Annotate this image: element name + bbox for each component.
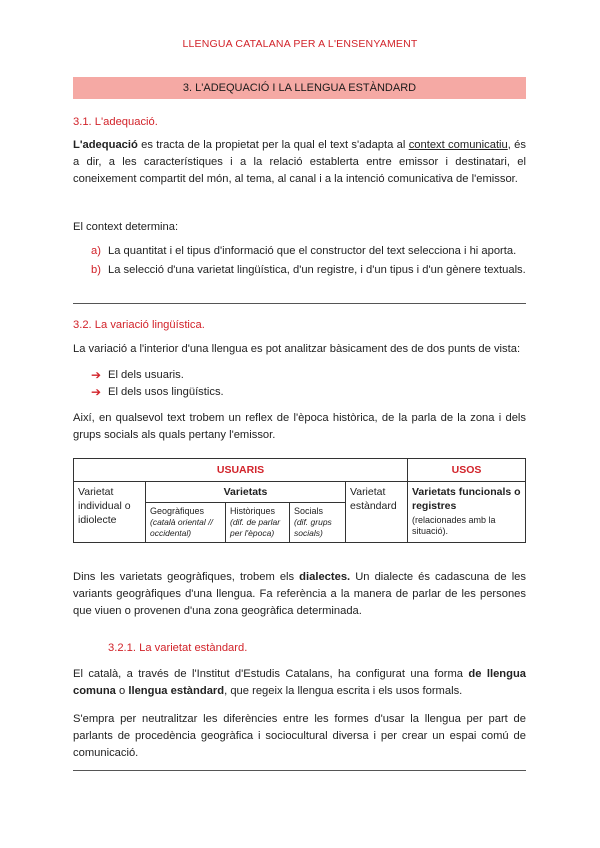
divider bbox=[73, 303, 526, 304]
context-comunicatiu-term: context comunicatiu bbox=[408, 139, 508, 151]
arrow-icon: ➔ bbox=[91, 385, 102, 399]
varietats-table bbox=[73, 458, 526, 543]
idiolecte-cell: Varietat individual o idiolecte bbox=[74, 482, 146, 543]
usos-header: USOS bbox=[408, 459, 526, 482]
heading-3-1: 3.1. L'adequació. bbox=[73, 116, 158, 128]
estandard-cell: Varietat estàndard bbox=[346, 482, 408, 543]
funcionals-cell: Varietats funcionals o registres (relacionades amb la situació). bbox=[408, 482, 526, 543]
reflex-paragraph: Així, en qualsevol text trobem un reflex de l'època històrica, de la parla de la zona i dels grups socials als quals pertany l'emissor. bbox=[73, 412, 526, 441]
term-dialectes: dialectes. bbox=[299, 571, 351, 583]
term-adequacio: L'adequació bbox=[73, 139, 138, 151]
geografiques-cell: Geogràfiques (català oriental // occidental) bbox=[146, 503, 226, 543]
heading-3-2: 3.2. La variació lingüística. bbox=[73, 319, 205, 331]
context-intro: El context determina: bbox=[73, 221, 179, 233]
arrow-icon: ➔ bbox=[91, 368, 102, 382]
page-header: LLENGUA CATALANA PER A L'ENSENYAMENT bbox=[182, 38, 418, 50]
variacio-intro: La variació a l'interior d'una llengua es pot analitzar bàsicament des de dos punts de vista: bbox=[73, 343, 521, 355]
dialectes-paragraph: Dins les varietats geogràfiques, trobem els dialectes. Un dialecte és cadascuna de les variants geogràfiques d'una llengua. Fa referència a la manera de parlar de les persones que viuen o provenen d'una zona geogràfica determinada. bbox=[73, 571, 526, 617]
list-item: b) La selecció d'una varietat lingüística, d'un registre, i d'un tipus i d'un gènere textuals. bbox=[91, 264, 526, 276]
section-banner: 3. L'ADEQUACIÓ I LA LLENGUA ESTÀNDARD bbox=[73, 77, 526, 99]
varietats-cell: Varietats bbox=[146, 482, 346, 503]
estandard-paragraph: El català, a través de l'Institut d'Estudis Catalans, ha configurat una forma de llengua comuna o llengua estàndard, que regeix la llengua escrita i els usos formals. bbox=[73, 668, 527, 697]
list-item: a) La quantitat i el tipus d'informació que el constructor del text selecciona i hi aporta. bbox=[91, 245, 517, 257]
historiques-cell: Històriques (dif. de parlar per l'època) bbox=[226, 503, 290, 543]
neutralitzar-paragraph: S'empra per neutralitzar les diferències entre les formes d'usar la llengua per part de parlants de procedència geogràfica i sociocultural diversa i per crear un espai comú de comunicació. bbox=[73, 713, 526, 759]
list-item: ➔ El dels usos lingüístics. bbox=[91, 385, 224, 399]
context-list bbox=[73, 243, 526, 281]
heading-3-2-1: 3.2.1. La varietat estàndard. bbox=[108, 642, 248, 654]
divider bbox=[73, 770, 526, 771]
socials-cell: Socials (dif. grups socials) bbox=[290, 503, 346, 543]
viewpoints-list bbox=[73, 367, 224, 401]
adequacio-paragraph: L'adequació es tracta de la propietat per la qual el text s'adapta al context comunicatiu, és a dir, a les característiques i a la relació establerta entre emissor i destinatari, el coneixement compartit del món, al tema, al canal i a la intenció comunicativa de l'emissor. bbox=[73, 139, 526, 185]
list-item: ➔ El dels usuaris. bbox=[91, 368, 184, 382]
usuaris-header: USUARIS bbox=[74, 459, 408, 482]
